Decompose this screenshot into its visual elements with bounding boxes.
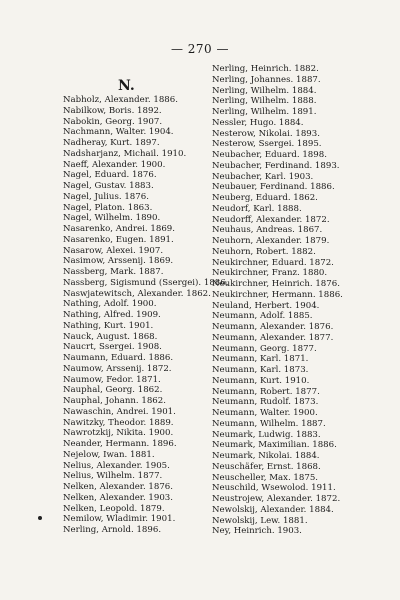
right-name-column [212,64,370,537]
name-entry: Neumark, Maximilian. 1886. [212,440,337,451]
name-entry: Newolskij, Lew. 1881. [212,515,308,526]
name-entry: Nelius, Alexander. 1905. [63,460,170,471]
name-entry: Neuberg, Eduard. 1862. [212,193,318,203]
name-entry: Naumow, Arssenij. 1872. [63,363,172,374]
name-entry: Neumann, Karl. 1871. [212,354,309,365]
name-entry: Nagel, Eduard. 1876. [63,170,157,181]
name-entry: Nelken, Alexander. 1876. [63,482,174,492]
name-entry: Nabholz, Alexander. 1886. [63,95,178,105]
name-entry: Neuhorn, Alexander. 1879. [212,236,330,246]
name-entry: Nagel, Gustav. 1883. [63,181,154,191]
name-entry: Naucrt, Ssergei. 1908. [63,342,162,353]
name-entry: Neudorf, Karl. 1888. [212,203,302,214]
name-entry: Nelken, Leopold. 1879. [63,503,165,514]
name-entry: Neubacher, Eduard. 1898. [212,150,327,160]
name-entry: Nadsharjanz, Michail. 1910. [63,148,187,159]
name-entry: Nelius, Wilhelm. 1877. [63,471,163,482]
name-entry: Nerling, Johannes. 1887. [212,74,321,85]
name-entry: Neuland, Herbert. 1904. [212,300,320,311]
name-entry: Nassberg, Mark. 1887. [63,267,164,277]
name-entry: Nawaschin, Andrei. 1901. [63,406,176,417]
name-entry: Neukirchner, Hermann. 1886. [212,289,343,300]
name-entry: Nesterow, Nikolai. 1893. [212,128,320,139]
name-entry: Neuhaus, Andreas. 1867. [212,225,323,236]
name-entry: Nasarenko, Andrei. 1869. [63,224,175,234]
name-entry: Nathing, Alfred. 1909. [63,310,161,320]
name-entry: Nerling, Wilhelm. 1884. [212,85,317,96]
name-entry: Neubacher, Ferdinand. 1893. [212,160,340,171]
name-entry: Newolskij, Alexander. 1884. [212,504,334,515]
name-entry: Neumann, Rudolf. 1873. [212,397,319,408]
name-entry: Neukirchner, Eduard. 1872. [212,257,334,268]
name-entry: Neumann, Robert. 1877. [212,386,320,397]
name-entry: Nauphal, Johann. 1862. [63,396,166,406]
name-entry: Nasarow, Alexei. 1907. [63,245,164,256]
name-entry: Nachmann, Walter. 1904. [63,127,174,138]
name-entry: Nadheray, Kurt. 1897. [63,138,160,148]
name-entry: Nessler, Hugo. 1884. [212,117,304,128]
name-entry: Nawrotzkij, Nikita. 1900. [63,428,174,439]
name-entry: Neuscheller, Max. 1875. [212,472,319,483]
name-entry: Neumann, Kurt. 1910. [212,375,310,386]
name-entry: Neubacher, Karl. 1903. [212,171,314,182]
name-entry: Nerling, Wilhelm. 1891. [212,107,317,117]
name-entry: Neumann, Georg. 1877. [212,343,317,354]
name-entry: Nathing, Kurt. 1901. [63,320,154,331]
name-entry: Nagel, Julius. 1876. [63,191,149,202]
name-entry: Neander, Hermann. 1896. [63,439,177,449]
name-entry: Nejelow, Iwan. 1881. [63,449,155,460]
name-entry: Neustrojew, Alexander. 1872. [212,494,341,504]
name-entry: Ney, Heinrich. 1903. [212,526,302,537]
name-entry: Nauphal, Georg. 1862. [63,385,163,396]
name-entry: Naumann, Eduard. 1886. [63,353,174,363]
name-entry: Nerling, Arnold. 1896. [63,525,162,535]
name-entry: Neumann, Alexander. 1876. [212,322,334,332]
name-entry: Neumark, Ludwig. 1883. [212,429,321,440]
name-entry: Nawitzky, Theodor. 1889. [63,417,174,428]
name-entry: Neumann, Alexander. 1877. [212,332,334,343]
margin-dot-mark [38,516,42,520]
name-entry: Neumann, Karl. 1873. [212,365,309,375]
name-entry: Nagel, Platon. 1863. [63,202,153,213]
section-letter: N. [118,78,135,94]
name-entry: Neuhorn, Robert. 1882. [212,246,316,257]
name-entry: Neubauer, Ferdinand. 1886. [212,182,335,193]
name-entry: Nesterow, Ssergei. 1895. [212,139,322,150]
name-entry: Nauck, August. 1868. [63,331,158,342]
name-entry: Nassberg, Sigismund (Ssergei). 1886. [63,277,229,288]
left-name-column [63,95,229,536]
name-entry: Neuschäfer, Ernst. 1868. [212,461,321,472]
name-entry: Nemilow, Wladimir. 1901. [63,514,176,525]
name-entry: Naumow, Fedor. 1871. [63,374,161,385]
name-entry: Nathing, Adolf. 1900. [63,299,157,310]
name-entry: Naswjatewitsch, Alexander. 1862. [63,288,211,299]
name-entry: Neukirchner, Franz. 1880. [212,268,328,279]
name-entry: Neumann, Adolf. 1885. [212,311,313,322]
name-entry: Nagel, Wilhelm. 1890. [63,213,161,224]
name-entry: Nabilkow, Boris. 1892. [63,105,162,116]
name-entry: Neumann, Walter. 1900. [212,408,318,418]
name-entry: Nerling, Heinrich. 1882. [212,64,319,74]
name-entry: Nasarenko, Eugen. 1891. [63,234,174,245]
name-entry: Nabokin, Georg. 1907. [63,116,163,127]
name-entry: Naeff, Alexander. 1900. [63,159,166,170]
name-entry: Nelken, Alexander. 1903. [63,492,174,503]
name-entry: Neuschild, Wsewolod. 1911. [212,483,336,494]
name-entry: Neukirchner, Heinrich. 1876. [212,279,340,289]
name-entry: Nerling, Wilhelm. 1888. [212,96,317,107]
name-entry: Neumann, Wilhelm. 1887. [212,418,326,429]
name-entry: Nasimow, Arssenij. 1869. [63,256,174,267]
name-entry: Neumark, Nikolai. 1884. [212,451,320,461]
name-entry: Neudorff, Alexander. 1872. [212,214,330,225]
page-number: — 270 — [170,42,230,56]
